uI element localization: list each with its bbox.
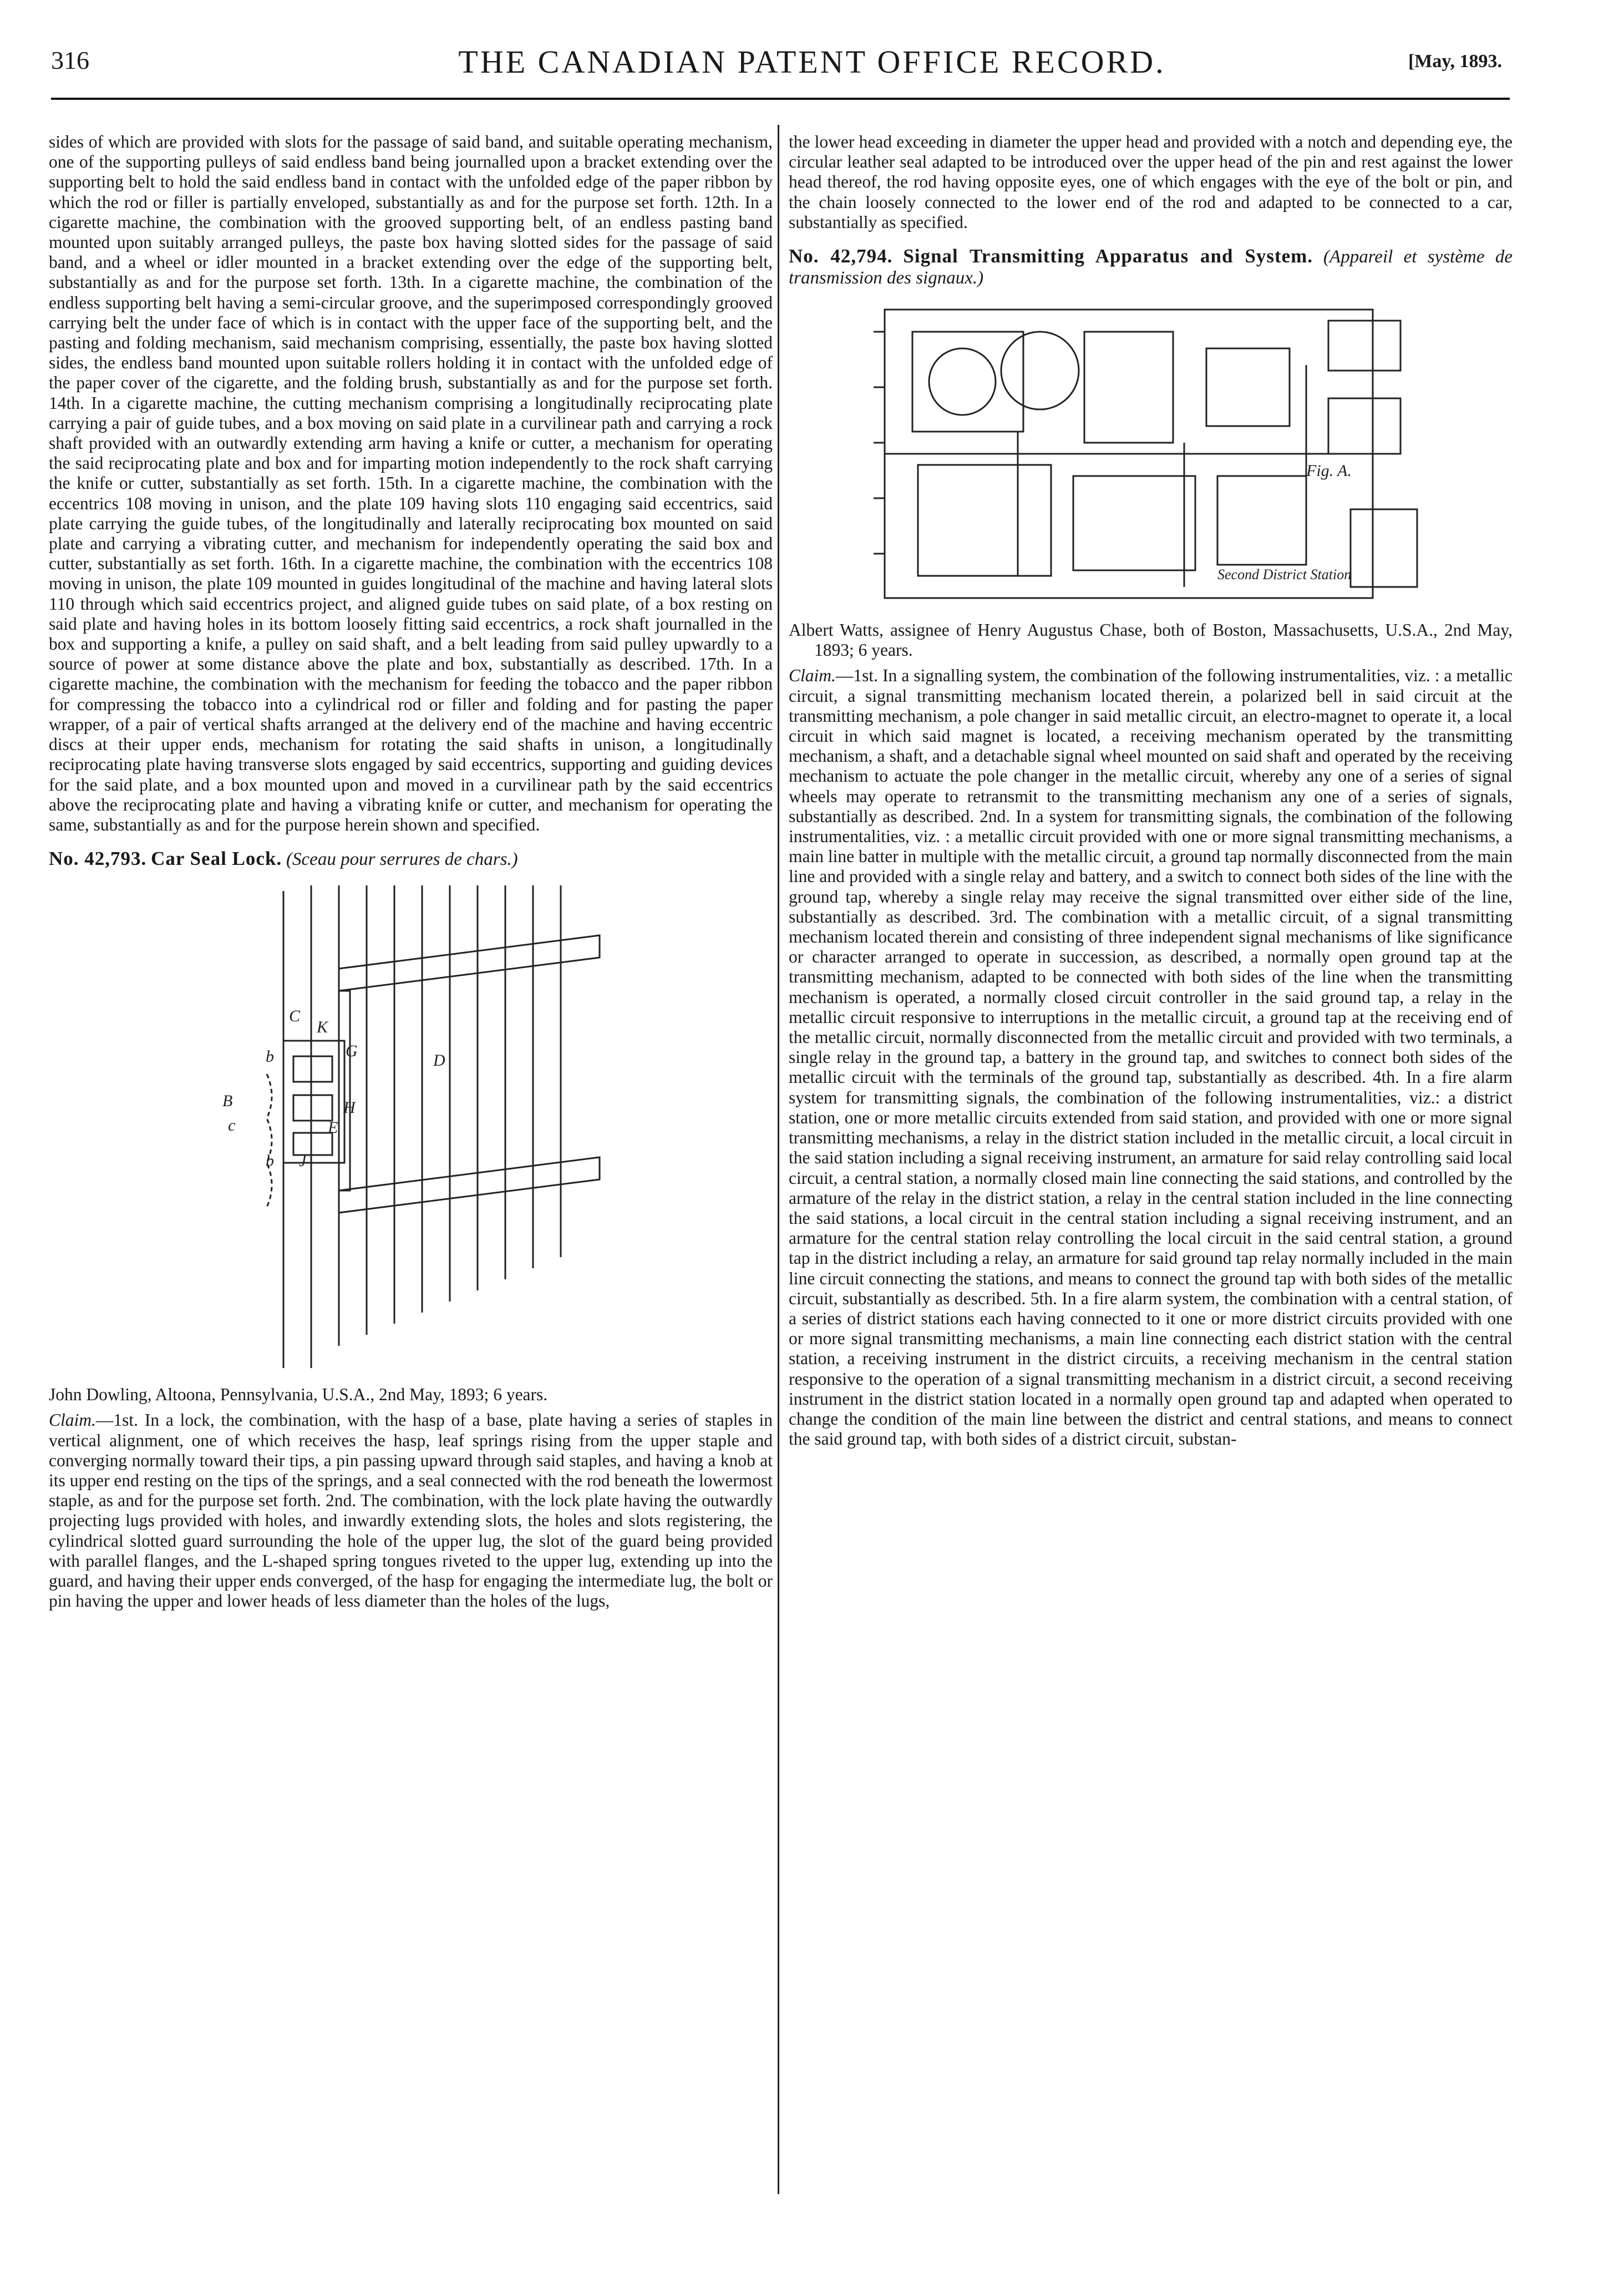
figure-label: K	[316, 1018, 328, 1037]
figure-label: D	[433, 1051, 445, 1070]
claim-paragraph	[49, 1410, 773, 1611]
figure-label: b	[265, 1047, 274, 1066]
entry-title: Car Seal Lock.	[151, 848, 282, 870]
figure-label: H	[343, 1098, 356, 1117]
left-column	[49, 132, 773, 1614]
entry-french-title: (Sceau pour serrures de chars.)	[286, 849, 518, 870]
claim-text: —1st. In a lock, the combination, with the hasp of a base, plate having a series of staples in vertical alignment, one of which receives the hasp, leaf springs rising from the upper staple and converging normally toward their tips, a pin passing upward through said staples, and having a knob at its upper end resting on the tips of the springs, and a seal connected with the rod beneath the lowermost staple, as and for the purpose set forth. 2nd. The combination, with the lock plate having the outwardly projecting lugs provided with holes, and inwardly extending slots, the holes and slots registering, the cylindrical slotted guard surrounding the hole of the upper lug, the slot of the guard being provided with parallel flanges, and the L-shaped spring tongues riveted to the upper lug, extending up into the guard, and having their upper ends converged, of the hasp for engaging the intermediate lug, the bolt or pin having the upper and lower heads of less diameter than the holes of the lugs,	[49, 1410, 773, 1611]
claim-paragraph	[789, 666, 1513, 1449]
header-rule	[51, 98, 1510, 100]
figure-label: Second District Station	[1217, 566, 1351, 583]
figure-label: c	[227, 1116, 235, 1135]
figure-label: G	[345, 1042, 358, 1061]
figure-label: b	[265, 1152, 274, 1171]
entry-number: No. 42,794.	[789, 245, 893, 267]
claim-label: Claim.	[49, 1410, 96, 1430]
entry-french-title: (Appareil et système de transmission des signaux.)	[789, 247, 1513, 288]
claim-label: Claim.	[789, 666, 836, 686]
applicant: Albert Watts, assignee of Henry Augustus Chase, both of Boston, Massachusetts, U.S.A., 2nd May, 1893; 6 years.	[789, 620, 1513, 660]
page-number: 316	[51, 46, 89, 74]
entry-title: Signal Transmitting Apparatus and System.	[903, 245, 1313, 267]
continued-claims-text: the lower head exceeding in diameter the upper head and provided with a notch and depending eye, the circular leather seal adapted to be introduced over the upper head of the pin and rest against the lower head thereof, the rod having opposite eyes, one of which engages with the eye of the bolt or pin, and the chain loosely connected to the lower end of the rod and adapted to be connected to a car, substantially as specified.	[789, 132, 1513, 232]
figure-label: C	[288, 1007, 300, 1026]
applicant: John Dowling, Altoona, Pennsylvania, U.S.A., 2nd May, 1893; 6 years.	[49, 1385, 548, 1405]
car-seal-lock-figure	[200, 880, 622, 1374]
figure-label: B	[222, 1092, 232, 1111]
entry-heading	[789, 246, 1513, 288]
claim-text: —1st. In a signalling system, the combination of the following instrumentalities, viz. : a metallic circuit, a signal transmitting mechanism located therein, a polarized bell in said circuit at the transmitting mechanism, a pole changer in said metallic circuit, an electro-magnet to operate it, a local circuit in which said magnet is located, a receiving mechanism operated by the transmitting mechanism, a shaft, and a detachable signal wheel mounted on said shaft and operated by the receiving mechanism to actuate the pole changer in the metallic circuit, whereby any one of a series of signal wheels may operate to retransmit to the transmitting mechanism any one of a series of signals, substantially as described. 2nd. In a system for transmitting signals, the combination of the following instrumentalities, viz. : a metallic circuit provided with one or more signal transmitting mechanisms, a main line batter in multiple with the metallic circuit, a ground tap normally disconnected from the main line and provided with a single relay and battery, and a switch to connect both sides of the line with the ground tap, whereby a single relay may receive the signal transmitted over either side of the line, substantially as described. 3rd. The combination with a metallic circuit, of a signal transmitting mechanism located therein and consisting of three independent signal mechanisms of like significance or character arranged to operate in succession, as described, a normally open ground tap at the transmitting mechanism, adapted to be connected with both sides of the line when the transmitting mechanism is operated, a normally closed circuit controller in the said ground tap, a relay in the metallic circuit responsive to interruptions in the metallic circuit, a ground tap at the receiving end of the metallic circuit, normally disconnected from the metallic circuit and provided with two terminals, a single relay in the ground tap, a battery in the ground tap, and switches to connect both sides of the metallic circuit with the terminals of the ground tap, substantially as described. 4th. In a fire alarm system for transmitting signals, the combination of the following instrumentalities, viz.: a district station, one or more metallic circuits extended from said station, and provided with one or more signal transmitting mechanisms, a relay in the district station included in the metallic circuit, a local circuit in the said station including a signal receiving instrument, an armature for said relay controlling said local circuit, a central station, a normally closed main line connecting the said stations, and controlled by the armature of the relay in the district station, a relay in the central station included in the line connecting the said stations, a local circuit in the central station including a signal receiving instrument, and an armature for the central station relay controlling the local circuit in the said central station, a ground tap in the district including a relay, an armature for said ground tap relay normally included in the main line circuit connecting the stations, and means to connect the ground tap with both sides of the metallic circuit, substantially as described. 5th. In a fire alarm system, the combination with a central station, of a series of district stations each having connected to it one or more district circuits provided with one or more signal transmitting mechanisms, a main line connecting each district station with the central station, a receiving instrument in the district circuits, a receiving mechanism in the central station responsive to the operation of a signal transmitting mechanism in a district circuit, a second receiving instrument in the district station located in a normally open ground tap and adapted when operated to change the condition of the main line between the district and central stations, and means to connect the said ground tap, with both sides of a district circuit, substan-	[789, 666, 1513, 1449]
right-column	[789, 132, 1513, 1452]
continued-claims-text: sides of which are provided with slots for the passage of said band, and suitable operating mechanism, one of the supporting pulleys of said endless band being journalled upon a bracket extending over the supporting belt to hold the said endless band in contact with the unfolded edge of the paper ribbon by which the rod or filler is partially enveloped, substantially as and for the purpose set forth. 12th. In a cigarette machine, the combination with the grooved supporting belt, of an endless pasting band mounted upon suitably arranged pulleys, the paste box having slotted sides for the passage of said band, and a wheel or idler mounted in a bracket extending over the edge of the supporting belt, substantially as and for the purpose set forth. 13th. In a cigarette machine, the combination of the endless supporting belt having a semi-circular groove, and the superimposed correspondingly grooved carrying belt the under face of which is in contact with the upper face of the supporting belt, and the pasting and folding mechanism, said mechanism comprising, essentially, the paste box having slotted sides, the endless band mounted upon suitable rollers holding it in contact with the unfolded edge of the paper cover of the cigarette, and the folding brush, substantially as and for the purpose set forth. 14th. In a cigarette machine, the cutting mechanism comprising a longitudinally reciprocating plate carrying a pair of guide tubes, and a box moving on said plate in a curvilinear path and carrying a rock shaft provided with an outwardly extending arm having a knife or cutter, a mechanism for operating the said reciprocating plate and box and for imparting motion independently to the rock shaft carrying the knife or cutter, substantially as set forth. 15th. In a cigarette machine, the combination with the eccentrics 108 moving in unison, and the plate 109 having slots 110 engaging said eccentrics, said plate carrying the guide tubes, of the longitudinally and laterally reciprocating box mounted on said plate and carrying a vibrating cutter, and mechanism for independently operating the said box and cutter, substantially as set forth. 16th. In a cigarette machine, the combination with the eccentrics 108 moving in unison, the plate 109 mounted in guides longitudinal of the machine and having lateral slots 110 through which said eccentrics project, and aligned guide tubes on said plate, of a box resting on said plate and having holes in its bottom loosely fitting said eccentrics, a rock shaft journalled in the box and supporting a knife, a pulley on said shaft, and a belt leading from said pulley upwardly to a source of power at some distance above the plate and box, substantially as described. 17th. In a cigarette machine, the combination with the mechanism for feeding the tobacco and the paper ribbon for compressing the tobacco into a cylindrical rod or filler and folding and for pasting the paper wrapper, of a pair of vertical shafts arranged at the delivery end of the machine and having eccentric discs at their upper ends, mechanism for rotating the said shafts in unison, a longitudinally reciprocating plate having transverse slots engaged by said eccentrics, supporting and guiding devices for the said plate, and a box mounted upon and moved in a curvilinear path by the said eccentrics above the reciprocating plate and having a vibrating knife or cutter, and mechanism for operating the same, substantially as and for the purpose herein shown and specified.	[49, 132, 773, 834]
column-divider	[778, 125, 779, 2194]
figure-label: J	[298, 1152, 306, 1171]
entry-number: No. 42,793.	[49, 848, 147, 870]
issue-date: [May, 1893.	[1408, 51, 1502, 72]
running-title: THE CANADIAN PATENT OFFICE RECORD.	[458, 44, 1166, 80]
figure-label: Fig. A.	[1306, 462, 1352, 480]
signal-apparatus-figure	[851, 298, 1450, 609]
entry-heading	[49, 848, 773, 870]
figure-label: E	[327, 1118, 338, 1137]
